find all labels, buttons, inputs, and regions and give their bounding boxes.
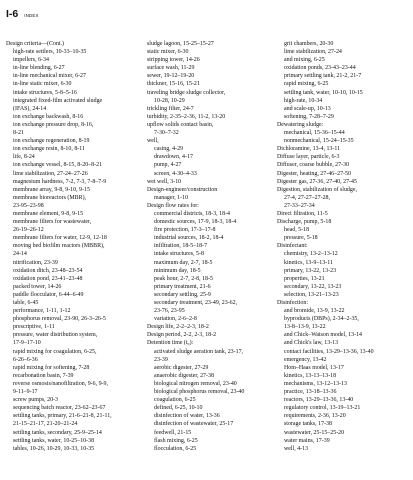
index-subentry: pressure, water distribution system, — [13, 332, 98, 339]
index-subentry: impellers, 6-34 — [13, 57, 49, 64]
index-subentry: ion exchange regeneration, 8-19 — [13, 138, 90, 145]
index-subentry: integrated fixed-film activated sludge — [13, 97, 103, 104]
index-subentry: membrane filters for water, 12-9, 12-18 — [13, 235, 107, 242]
index-entry: Design-engineer/construction — [147, 186, 218, 193]
index-subentry: feedwell, 21-15 — [154, 429, 192, 436]
index-subentry: infiltration, 18-5–18-7 — [154, 243, 208, 250]
index-subentry: mechanisms, 13-12–13-13 — [284, 380, 347, 387]
index-subentry: 24-14 — [13, 251, 27, 258]
index-entry: Design period, 2-2, 2-3, 18-2 — [147, 332, 217, 339]
index-subentry: coagulation, 6-25 — [154, 397, 196, 404]
index-subentry: kinetics, 13-9–13-11 — [284, 259, 333, 266]
index-subentry: contact facilities, 13-29–13-36, 13-40 — [284, 348, 374, 355]
index-subentry: ion exchange vessel, 8-15, 8-20–8-21 — [13, 162, 103, 169]
index-subentry: nonmechanical, 15-24–15-35 — [284, 138, 354, 145]
index-entry: static mixer, 6-30 — [147, 49, 189, 56]
index-subentry: high-rate settlers, 10-33–10-35 — [13, 49, 87, 56]
index-subentry: casing, 4-29 — [154, 146, 184, 153]
index-entry: Dewatering sludge: — [277, 121, 324, 128]
index-subentry: 8-21 — [13, 130, 24, 137]
index-column-3 — [277, 40, 405, 453]
index-subentry: lime stabilization, 27-24 — [284, 49, 342, 56]
index-entry: well, — [147, 138, 159, 145]
index-entry: wet well, 3-10 — [147, 178, 182, 185]
index-subentry: paddle flocculator, 6-44–6-49 — [13, 291, 84, 298]
index-entry: sewer, 19-12–19-20 — [147, 73, 195, 80]
index-subentry: primary settling tank, 21-2, 21-7 — [284, 73, 362, 80]
index-subentry: storage tanks, 17-38 — [284, 421, 332, 428]
index-entry: thickner, 15-16, 15-21 — [147, 81, 200, 88]
index-subentry: screen, 4-30–4-33 — [154, 170, 197, 177]
index-subentry: head, 5-18 — [284, 227, 310, 234]
index-entry: Detention time (t₀): — [147, 340, 194, 347]
index-subentry: in-line static mixer, 6-30 — [13, 81, 72, 88]
index-subentry: industrial sources, 18-2, 18-4 — [154, 235, 224, 242]
index-entry: Digester, heating, 27-46–27-50 — [277, 170, 351, 177]
index-subentry: manager, 1-10 — [154, 194, 189, 201]
index-subentry: and scale-up, 10-13 — [284, 105, 331, 112]
index-subentry: drawdown, 4-17 — [154, 154, 193, 161]
index-entry: Digester gas, 27-36, 27-40, 27-45 — [277, 178, 357, 185]
index-subentry: packed tower, 14-26 — [13, 283, 62, 290]
index-subentry: and Chick's law, 13-13 — [284, 340, 339, 347]
index-subentry: and mixing, 6-25 — [284, 57, 325, 64]
index-subentry: settling tanks, primary, 21-6–21-8, 21-11, — [13, 413, 112, 420]
index-subentry: prescriptive, 1-11 — [13, 324, 55, 331]
index-entry: Design flow rates for: — [147, 202, 199, 209]
index-entry: trickling filter, 24-7 — [147, 105, 194, 112]
index-subentry: byproducts (DBPs), 2-34–2-35, — [284, 316, 359, 323]
index-subentry: selection, 13-21–13-23 — [284, 291, 339, 298]
index-entry: upflow solids contact basin, — [147, 121, 214, 128]
index-subentry: 6-26–6-36 — [13, 356, 38, 363]
index-subentry: regulatory control, 13-19–13-21 — [284, 405, 361, 412]
index-entry: Dichloramine, 13-4, 13-11 — [277, 146, 341, 153]
index-subentry: magnesium hardness, 7-2, 7-3, 7-8–7-9 — [13, 178, 107, 185]
index-subentry: intake structures, 5-8–5-16 — [13, 89, 77, 96]
index-subentry: life, 8-24 — [13, 154, 35, 161]
index-subentry: 26-19–26-12 — [13, 227, 44, 234]
index-subentry: in-line mechanical mixer, 6-27 — [13, 73, 86, 80]
index-subentry: 9-11–9-17 — [13, 389, 38, 396]
index-entry: Design criteria—(Cont.) — [6, 41, 65, 47]
index-entry: Disinfection: — [277, 300, 309, 306]
index-subentry: biological phosphorus removal, 23-40 — [154, 389, 245, 396]
index-subentry: phosphorus removal, 23-90, 26-3–26-5 — [13, 316, 106, 323]
index-entry: Design life, 2-2–2-3, 18-2 — [147, 324, 209, 331]
index-subentry: moving bed biofilm reactors (MBBR), — [13, 243, 105, 250]
page-number: I-6 — [6, 8, 19, 20]
index-subentry: peak hour, 2-7, 2-8, 18-5 — [154, 275, 213, 282]
index-subentry: disinfection of wastewater, 25-17 — [154, 421, 234, 428]
index-subentry: oxidation ponds, 23-43–23-44 — [284, 65, 356, 72]
index-subentry: 10-28, 10-29 — [154, 97, 185, 104]
index-entry: turbidity, 2-35–2-36, 11-2, 13-20 — [147, 113, 226, 120]
index-subentry: maximum day, 2-7, 18-5 — [154, 259, 213, 266]
index-subentry: anaerobic digester, 27-38 — [154, 372, 214, 379]
index-subentry: settling tanks, secondary, 25-9–25-14 — [13, 429, 102, 436]
index-subentry: aerobic digester, 27-29 — [154, 364, 209, 371]
index-subentry: 17-9–17-10 — [13, 340, 41, 347]
index-subentry: ion exchange pressure drop, 8-16, — [13, 121, 94, 128]
index-subentry: primary treatment, 21-6 — [154, 283, 211, 290]
index-subentry: 23-39 — [154, 356, 168, 363]
index-subentry: rapid mixing, 6-25 — [284, 81, 329, 88]
index-subentry: properties, 13-21 — [284, 275, 325, 282]
index-subentry: intake structures, 5-8 — [154, 251, 204, 258]
index-subentry: membrane array, 9-8, 9-10, 9-15 — [13, 186, 90, 193]
index-subentry: reactors, 13-29–13-36, 13-40 — [284, 397, 354, 404]
index-entry: traveling bridge sludge collector, — [147, 89, 226, 96]
index-subentry: 21-15–21-17, 21-20–21-24 — [13, 421, 78, 428]
index-subentry: wastewater, 25-15–25-20 — [284, 429, 345, 436]
index-subentry: lime stabilization, 27-24–27-26 — [13, 170, 88, 177]
index-subentry: flash mixing, 6-25 — [154, 437, 198, 444]
index-subentry: secondary treatment, 23-49, 23-62, — [154, 300, 238, 306]
index-subentry: Hom–Haas model, 13-17 — [284, 364, 344, 371]
index-subentry: variation, 2-6–2-8 — [154, 316, 197, 323]
index-entry: Discharge, pump, 5-18 — [277, 219, 332, 226]
index-entry: stripping tower, 14-26 — [147, 57, 200, 64]
index-subentry: oxidation ditch, 23-48–23-54 — [13, 267, 83, 274]
index-subentry: pressure, 5-18 — [284, 235, 318, 242]
index-subentry: kinetics, 13-13–13-18 — [284, 372, 337, 379]
index-subentry: fire protection, 17-3–17-8 — [154, 227, 216, 234]
index-entry: sludge lagoon, 15-25–15-27 — [147, 41, 214, 47]
index-subentry: activated sludge aeration tank, 23-17, — [154, 348, 244, 355]
index-subentry: practice, 13-18–13-36 — [284, 389, 337, 396]
index-entry: Diffuser, coarse bubble, 27-30 — [277, 162, 350, 169]
index-subentry: ion exchange backwash, 8-16 — [13, 113, 84, 120]
index-subentry: 23-76, 23-95 — [154, 308, 185, 315]
index-subentry: and bromide, 13-9, 13-22 — [284, 308, 345, 315]
index-subentry: requirements, 2-36, 13-20 — [284, 413, 346, 420]
index-subentry: oxidation pond, 23-41–23-48 — [13, 275, 83, 282]
index-subentry: 27-33–27-34 — [284, 202, 315, 209]
index-subentry: recarbonation basin, 7-39 — [13, 372, 74, 379]
index-subentry: grit chambers, 20-30 — [284, 41, 334, 47]
index-subentry: membrane bioreactors (MBR), — [13, 194, 87, 201]
index-subentry: rapid mixing for coagulation, 6-25, — [13, 348, 97, 355]
index-subentry: 27-4, 27-27–27-28, — [284, 194, 331, 201]
index-subentry: 13-8–13-9, 13-22 — [284, 324, 326, 331]
index-entry: Digestion, stabilization of sludge, — [277, 186, 357, 193]
index-subentry: chemistry, 13-2–13-12 — [284, 251, 338, 258]
index-subentry: commercial districts, 18-3, 18-4 — [154, 210, 231, 217]
index-subentry: well, 4-13 — [284, 445, 309, 452]
index-column-2 — [147, 40, 275, 453]
index-subentry: pump, 4-27 — [154, 162, 182, 169]
index-subentry: membrane element, 9-8, 9-15 — [13, 210, 84, 217]
index-subentry: and Chick–Watson model, 13-14 — [284, 332, 363, 339]
index-subentry: 23-95–23-98 — [13, 202, 44, 209]
index-subentry: reverse osmosis/nanofiltration, 9-6, 9-9, — [13, 380, 108, 387]
page-header — [6, 8, 39, 22]
index-subentry: settling tanks, water, 10-25–10-38 — [13, 437, 95, 444]
index-column-1 — [6, 40, 138, 453]
index-entry: surface wash, 11-29 — [147, 65, 195, 72]
index-subentry: disinfection of water, 13-36 — [154, 413, 220, 420]
index-subentry: biological nitrogen removal, 23-40 — [154, 380, 237, 387]
index-subentry: table, 6-45 — [13, 300, 39, 306]
index-subentry: rapid mixing for softening, 7-28 — [13, 364, 90, 371]
index-subentry: settling tank, water, 10-10, 10-15 — [284, 89, 363, 96]
index-subentry: membrane filters for wastewater, — [13, 219, 92, 226]
index-entry: Diffuse layer, particle, 6-3 — [277, 154, 340, 161]
index-subentry: emergency, 13-42 — [284, 356, 327, 363]
index-subentry: secondary settling, 25-9 — [154, 291, 211, 298]
index-subentry: high-rate, 10-34 — [284, 97, 323, 104]
running-title: INDEX — [24, 13, 39, 18]
index-subentry: softening, 7-28–7-29 — [284, 113, 334, 120]
index-subentry: sequencing batch reactor, 23-62–23-67 — [13, 405, 106, 412]
index-subentry: 7-30–7-32 — [154, 130, 179, 137]
index-subentry: domestic sources, 17-9, 18-3, 18-4 — [154, 219, 237, 226]
index-subentry: primary, 13-22, 13-23 — [284, 267, 337, 274]
index-subentry: in-line blending, 6-27 — [13, 65, 65, 72]
index-entry: Direct filtration, 11-5 — [277, 210, 328, 217]
index-subentry: nitrification, 23-39 — [13, 259, 58, 266]
index-subentry: water mains, 17-39 — [284, 437, 330, 444]
index-subentry: (IFAS), 24-14 — [13, 105, 47, 112]
index-subentry: ion exchange resin, 8-10, 8-11 — [13, 146, 85, 153]
index-subentry: flocculation, 6-25 — [154, 445, 197, 452]
index-subentry: screw pumps, 20-3 — [13, 397, 59, 404]
index-entry: Disinfectant: — [277, 243, 308, 250]
index-subentry: tables, 10-26, 10-29, 10-33, 10-35 — [13, 445, 95, 452]
index-subentry: performance, 1-11, 1-12 — [13, 308, 71, 315]
index-subentry: defined, 6-25, 10-10 — [154, 405, 203, 412]
index-subentry: mechanical, 15-36–15-44 — [284, 130, 345, 137]
index-subentry: minimum day, 18-5 — [154, 267, 201, 274]
index-subentry: secondary, 13-22, 13-23 — [284, 283, 342, 290]
